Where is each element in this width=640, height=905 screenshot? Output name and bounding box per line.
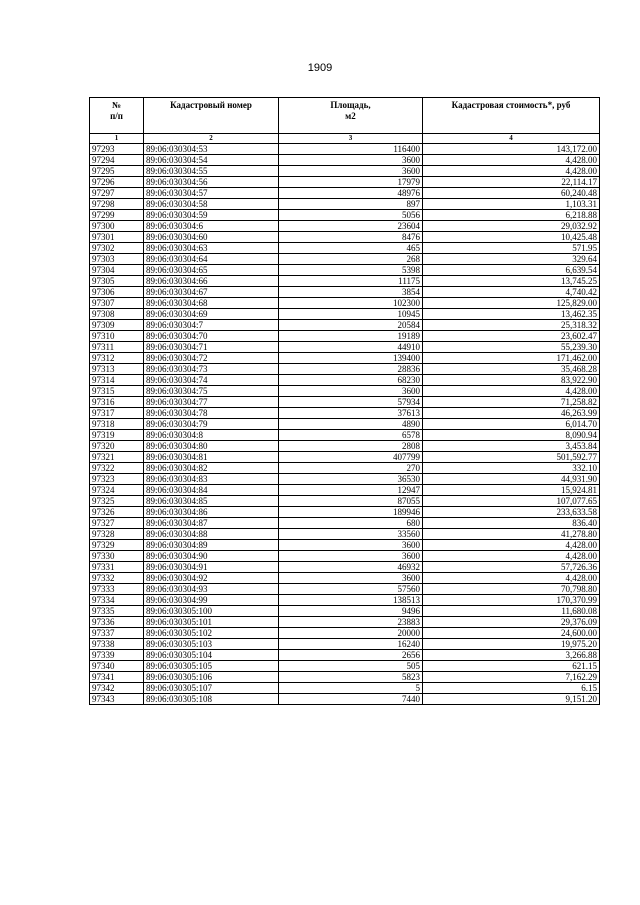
table-row bbox=[90, 298, 600, 309]
table-row bbox=[90, 243, 600, 254]
area-cell: 268 bbox=[279, 254, 423, 265]
cadastral-number-cell: 89:06:030304:82 bbox=[144, 463, 279, 474]
cadastral-number-cell: 89:06:030304:71 bbox=[144, 342, 279, 353]
cadastral-number-cell: 89:06:030304:70 bbox=[144, 331, 279, 342]
row-number-cell: 97336 bbox=[90, 617, 144, 628]
table-row bbox=[90, 386, 600, 397]
value-cell: 7,162.29 bbox=[423, 672, 600, 683]
cadastral-number-cell: 89:06:030304:59 bbox=[144, 210, 279, 221]
area-cell: 44910 bbox=[279, 342, 423, 353]
value-cell: 4,428.00 bbox=[423, 386, 600, 397]
table-row bbox=[90, 518, 600, 529]
table-row bbox=[90, 309, 600, 320]
area-cell: 10945 bbox=[279, 309, 423, 320]
cadastral-number-cell: 89:06:030304:81 bbox=[144, 452, 279, 463]
cadastral-number-cell: 89:06:030304:77 bbox=[144, 397, 279, 408]
table-row bbox=[90, 408, 600, 419]
table-row bbox=[90, 364, 600, 375]
table-row bbox=[90, 529, 600, 540]
value-cell: 22,114.17 bbox=[423, 177, 600, 188]
row-number-cell: 97318 bbox=[90, 419, 144, 430]
row-number-cell: 97326 bbox=[90, 507, 144, 518]
cadastral-number-cell: 89:06:030304:86 bbox=[144, 507, 279, 518]
value-cell: 4,428.00 bbox=[423, 573, 600, 584]
table-row bbox=[90, 188, 600, 199]
cadastral-number-cell: 89:06:030304:91 bbox=[144, 562, 279, 573]
table-row bbox=[90, 210, 600, 221]
area-cell: 8476 bbox=[279, 232, 423, 243]
cadastral-number-cell: 89:06:030304:99 bbox=[144, 595, 279, 606]
area-cell: 3600 bbox=[279, 386, 423, 397]
cadastral-number-cell: 89:06:030305:102 bbox=[144, 628, 279, 639]
area-cell: 57934 bbox=[279, 397, 423, 408]
cadastral-number-cell: 89:06:030304:83 bbox=[144, 474, 279, 485]
cadastral-number-cell: 89:06:030304:89 bbox=[144, 540, 279, 551]
column-number: 2 bbox=[144, 134, 279, 144]
area-cell: 189946 bbox=[279, 507, 423, 518]
row-number-cell: 97315 bbox=[90, 386, 144, 397]
value-cell: 83,922.90 bbox=[423, 375, 600, 386]
row-number-cell: 97299 bbox=[90, 210, 144, 221]
cadastral-number-cell: 89:06:030304:85 bbox=[144, 496, 279, 507]
table-row bbox=[90, 617, 600, 628]
area-cell: 23883 bbox=[279, 617, 423, 628]
row-number-cell: 97327 bbox=[90, 518, 144, 529]
value-cell: 46,263.99 bbox=[423, 408, 600, 419]
row-number-cell: 97313 bbox=[90, 364, 144, 375]
cadastral-number-cell: 89:06:030304:92 bbox=[144, 573, 279, 584]
row-number-cell: 97301 bbox=[90, 232, 144, 243]
table-row bbox=[90, 463, 600, 474]
cadastral-number-cell: 89:06:030304:90 bbox=[144, 551, 279, 562]
area-cell: 3854 bbox=[279, 287, 423, 298]
value-cell: 70,798.80 bbox=[423, 584, 600, 595]
area-cell: 4890 bbox=[279, 419, 423, 430]
row-number-cell: 97307 bbox=[90, 298, 144, 309]
area-cell: 20584 bbox=[279, 320, 423, 331]
value-cell: 4,740.42 bbox=[423, 287, 600, 298]
column-number: 1 bbox=[90, 134, 144, 144]
cadastral-number-cell: 89:06:030305:105 bbox=[144, 661, 279, 672]
row-number-cell: 97293 bbox=[90, 144, 144, 155]
area-cell: 3600 bbox=[279, 155, 423, 166]
header-area-unit: м2 bbox=[345, 111, 356, 121]
value-cell: 329.64 bbox=[423, 254, 600, 265]
area-cell: 5 bbox=[279, 683, 423, 694]
row-number-cell: 97329 bbox=[90, 540, 144, 551]
value-cell: 25,318.32 bbox=[423, 320, 600, 331]
table-row bbox=[90, 562, 600, 573]
value-cell: 15,924.81 bbox=[423, 485, 600, 496]
table-row bbox=[90, 672, 600, 683]
area-cell: 505 bbox=[279, 661, 423, 672]
value-cell: 13,462.35 bbox=[423, 309, 600, 320]
value-cell: 3,266.88 bbox=[423, 650, 600, 661]
header-row-number bbox=[90, 98, 144, 134]
area-cell: 270 bbox=[279, 463, 423, 474]
row-number-cell: 97297 bbox=[90, 188, 144, 199]
value-cell: 621.15 bbox=[423, 661, 600, 672]
table-row bbox=[90, 265, 600, 276]
table-row bbox=[90, 507, 600, 518]
area-cell: 57560 bbox=[279, 584, 423, 595]
row-number-cell: 97330 bbox=[90, 551, 144, 562]
cadastral-number-cell: 89:06:030304:78 bbox=[144, 408, 279, 419]
area-cell: 3600 bbox=[279, 573, 423, 584]
cadastral-number-cell: 89:06:030305:101 bbox=[144, 617, 279, 628]
table-row bbox=[90, 276, 600, 287]
area-cell: 11175 bbox=[279, 276, 423, 287]
row-number-cell: 97340 bbox=[90, 661, 144, 672]
table-row bbox=[90, 474, 600, 485]
cadastral-number-cell: 89:06:030304:7 bbox=[144, 320, 279, 331]
table-row bbox=[90, 551, 600, 562]
area-cell: 68230 bbox=[279, 375, 423, 386]
value-cell: 4,428.00 bbox=[423, 166, 600, 177]
area-cell: 48976 bbox=[279, 188, 423, 199]
row-number-cell: 97302 bbox=[90, 243, 144, 254]
row-number-cell: 97321 bbox=[90, 452, 144, 463]
area-cell: 2808 bbox=[279, 441, 423, 452]
row-number-cell: 97332 bbox=[90, 573, 144, 584]
value-cell: 4,428.00 bbox=[423, 155, 600, 166]
cadastral-number-cell: 89:06:030305:100 bbox=[144, 606, 279, 617]
cadastral-number-cell: 89:06:030304:53 bbox=[144, 144, 279, 155]
row-number-cell: 97300 bbox=[90, 221, 144, 232]
table-row bbox=[90, 496, 600, 507]
area-cell: 36530 bbox=[279, 474, 423, 485]
value-cell: 60,240.48 bbox=[423, 188, 600, 199]
row-number-cell: 97306 bbox=[90, 287, 144, 298]
cadastral-number-cell: 89:06:030304:6 bbox=[144, 221, 279, 232]
table-row bbox=[90, 254, 600, 265]
table-header-row bbox=[90, 98, 600, 134]
table-row bbox=[90, 452, 600, 463]
area-cell: 6578 bbox=[279, 430, 423, 441]
area-cell: 465 bbox=[279, 243, 423, 254]
cadastral-number-cell: 89:06:030304:57 bbox=[144, 188, 279, 199]
value-cell: 55,239.30 bbox=[423, 342, 600, 353]
row-number-cell: 97316 bbox=[90, 397, 144, 408]
value-cell: 10,425.48 bbox=[423, 232, 600, 243]
page-number: 1909 bbox=[307, 62, 333, 74]
cadastral-number-cell: 89:06:030304:80 bbox=[144, 441, 279, 452]
value-cell: 8,090.94 bbox=[423, 430, 600, 441]
cadastral-number-cell: 89:06:030304:93 bbox=[144, 584, 279, 595]
area-cell: 3600 bbox=[279, 540, 423, 551]
value-cell: 4,428.00 bbox=[423, 551, 600, 562]
cadastral-number-cell: 89:06:030305:107 bbox=[144, 683, 279, 694]
table-row bbox=[90, 628, 600, 639]
area-cell: 17979 bbox=[279, 177, 423, 188]
table-row bbox=[90, 419, 600, 430]
area-cell: 897 bbox=[279, 199, 423, 210]
cadastral-number-cell: 89:06:030304:54 bbox=[144, 155, 279, 166]
cadastral-number-cell: 89:06:030304:72 bbox=[144, 353, 279, 364]
row-number-cell: 97312 bbox=[90, 353, 144, 364]
row-number-cell: 97335 bbox=[90, 606, 144, 617]
value-cell: 19,975.20 bbox=[423, 639, 600, 650]
cadastral-number-cell: 89:06:030304:75 bbox=[144, 386, 279, 397]
cadastral-number-cell: 89:06:030304:58 bbox=[144, 199, 279, 210]
row-number-cell: 97343 bbox=[90, 694, 144, 705]
table-row bbox=[90, 430, 600, 441]
table-row bbox=[90, 287, 600, 298]
row-number-cell: 97304 bbox=[90, 265, 144, 276]
value-cell: 6,218.88 bbox=[423, 210, 600, 221]
value-cell: 6,014.70 bbox=[423, 419, 600, 430]
cadastral-number-cell: 89:06:030304:74 bbox=[144, 375, 279, 386]
value-cell: 170,370.99 bbox=[423, 595, 600, 606]
value-cell: 836.40 bbox=[423, 518, 600, 529]
header-area-label: Площадь, bbox=[330, 100, 371, 110]
table-row bbox=[90, 155, 600, 166]
value-cell: 501,592.77 bbox=[423, 452, 600, 463]
cadastral-number-cell: 89:06:030304:60 bbox=[144, 232, 279, 243]
table-row bbox=[90, 584, 600, 595]
table-row bbox=[90, 320, 600, 331]
cadastral-number-cell: 89:06:030304:79 bbox=[144, 419, 279, 430]
cadastral-number-cell: 89:06:030305:104 bbox=[144, 650, 279, 661]
area-cell: 12947 bbox=[279, 485, 423, 496]
row-number-cell: 97325 bbox=[90, 496, 144, 507]
table-row bbox=[90, 331, 600, 342]
header-cadastral-value: Кадастровая стоимость*, руб bbox=[423, 98, 600, 134]
cadastral-number-cell: 89:06:030304:56 bbox=[144, 177, 279, 188]
cadastral-number-cell: 89:06:030304:84 bbox=[144, 485, 279, 496]
row-number-cell: 97296 bbox=[90, 177, 144, 188]
table-row bbox=[90, 397, 600, 408]
cadastral-number-cell: 89:06:030304:66 bbox=[144, 276, 279, 287]
area-cell: 3600 bbox=[279, 166, 423, 177]
cadastral-number-cell: 89:06:030305:103 bbox=[144, 639, 279, 650]
value-cell: 171,462.00 bbox=[423, 353, 600, 364]
area-cell: 2656 bbox=[279, 650, 423, 661]
row-number-cell: 97342 bbox=[90, 683, 144, 694]
area-cell: 20000 bbox=[279, 628, 423, 639]
column-number: 3 bbox=[279, 134, 423, 144]
value-cell: 35,468.28 bbox=[423, 364, 600, 375]
row-number-cell: 97298 bbox=[90, 199, 144, 210]
cadastral-number-cell: 89:06:030304:67 bbox=[144, 287, 279, 298]
table-row bbox=[90, 177, 600, 188]
row-number-cell: 97341 bbox=[90, 672, 144, 683]
table-row bbox=[90, 232, 600, 243]
area-cell: 139400 bbox=[279, 353, 423, 364]
row-number-cell: 97338 bbox=[90, 639, 144, 650]
table-row bbox=[90, 573, 600, 584]
value-cell: 332.10 bbox=[423, 463, 600, 474]
area-cell: 37613 bbox=[279, 408, 423, 419]
table-row bbox=[90, 342, 600, 353]
value-cell: 71,258.82 bbox=[423, 397, 600, 408]
area-cell: 116400 bbox=[279, 144, 423, 155]
header-pp: п/п bbox=[110, 111, 123, 121]
cadastral-number-cell: 89:06:030304:65 bbox=[144, 265, 279, 276]
row-number-cell: 97323 bbox=[90, 474, 144, 485]
row-number-cell: 97295 bbox=[90, 166, 144, 177]
area-cell: 5056 bbox=[279, 210, 423, 221]
value-cell: 24,600.00 bbox=[423, 628, 600, 639]
area-cell: 7440 bbox=[279, 694, 423, 705]
value-cell: 571.95 bbox=[423, 243, 600, 254]
cadastral-number-cell: 89:06:030304:8 bbox=[144, 430, 279, 441]
area-cell: 407799 bbox=[279, 452, 423, 463]
area-cell: 5823 bbox=[279, 672, 423, 683]
table-row bbox=[90, 353, 600, 364]
value-cell: 13,745.25 bbox=[423, 276, 600, 287]
column-number-row bbox=[90, 134, 600, 144]
cadastral-number-cell: 89:06:030305:108 bbox=[144, 694, 279, 705]
area-cell: 3600 bbox=[279, 551, 423, 562]
value-cell: 6,639.54 bbox=[423, 265, 600, 276]
table-row bbox=[90, 595, 600, 606]
row-number-cell: 97334 bbox=[90, 595, 144, 606]
value-cell: 107,077.65 bbox=[423, 496, 600, 507]
table-row bbox=[90, 221, 600, 232]
table-row bbox=[90, 650, 600, 661]
row-number-cell: 97319 bbox=[90, 430, 144, 441]
area-cell: 23604 bbox=[279, 221, 423, 232]
table-row bbox=[90, 639, 600, 650]
value-cell: 3,453.84 bbox=[423, 441, 600, 452]
header-number-sign: № bbox=[111, 100, 122, 110]
cadastral-table bbox=[89, 97, 600, 705]
value-cell: 125,829.00 bbox=[423, 298, 600, 309]
table-row bbox=[90, 661, 600, 672]
table-row bbox=[90, 694, 600, 705]
row-number-cell: 97324 bbox=[90, 485, 144, 496]
row-number-cell: 97317 bbox=[90, 408, 144, 419]
value-cell: 6.15 bbox=[423, 683, 600, 694]
cadastral-number-cell: 89:06:030305:106 bbox=[144, 672, 279, 683]
row-number-cell: 97305 bbox=[90, 276, 144, 287]
value-cell: 57,726.36 bbox=[423, 562, 600, 573]
table-body bbox=[90, 144, 600, 705]
row-number-cell: 97322 bbox=[90, 463, 144, 474]
row-number-cell: 97309 bbox=[90, 320, 144, 331]
table-row bbox=[90, 540, 600, 551]
value-cell: 41,278.80 bbox=[423, 529, 600, 540]
value-cell: 23,602.47 bbox=[423, 331, 600, 342]
value-cell: 29,032.92 bbox=[423, 221, 600, 232]
cadastral-number-cell: 89:06:030304:63 bbox=[144, 243, 279, 254]
table-row bbox=[90, 606, 600, 617]
column-number: 4 bbox=[423, 134, 600, 144]
value-cell: 4,428.00 bbox=[423, 540, 600, 551]
area-cell: 33560 bbox=[279, 529, 423, 540]
area-cell: 5398 bbox=[279, 265, 423, 276]
row-number-cell: 97310 bbox=[90, 331, 144, 342]
table-row bbox=[90, 375, 600, 386]
header-cadastral-number: Кадастровый номер bbox=[144, 98, 279, 134]
area-cell: 9496 bbox=[279, 606, 423, 617]
row-number-cell: 97337 bbox=[90, 628, 144, 639]
value-cell: 29,376.09 bbox=[423, 617, 600, 628]
area-cell: 138513 bbox=[279, 595, 423, 606]
area-cell: 680 bbox=[279, 518, 423, 529]
value-cell: 1,103.31 bbox=[423, 199, 600, 210]
row-number-cell: 97294 bbox=[90, 155, 144, 166]
row-number-cell: 97328 bbox=[90, 529, 144, 540]
row-number-cell: 97320 bbox=[90, 441, 144, 452]
cadastral-number-cell: 89:06:030304:64 bbox=[144, 254, 279, 265]
area-cell: 16240 bbox=[279, 639, 423, 650]
value-cell: 233,633.58 bbox=[423, 507, 600, 518]
row-number-cell: 97331 bbox=[90, 562, 144, 573]
cadastral-number-cell: 89:06:030304:87 bbox=[144, 518, 279, 529]
cadastral-number-cell: 89:06:030304:73 bbox=[144, 364, 279, 375]
table-row bbox=[90, 485, 600, 496]
value-cell: 44,931.90 bbox=[423, 474, 600, 485]
row-number-cell: 97333 bbox=[90, 584, 144, 595]
row-number-cell: 97303 bbox=[90, 254, 144, 265]
cadastral-number-cell: 89:06:030304:69 bbox=[144, 309, 279, 320]
table-row bbox=[90, 441, 600, 452]
row-number-cell: 97339 bbox=[90, 650, 144, 661]
cadastral-number-cell: 89:06:030304:88 bbox=[144, 529, 279, 540]
area-cell: 19189 bbox=[279, 331, 423, 342]
area-cell: 87055 bbox=[279, 496, 423, 507]
value-cell: 9,151.20 bbox=[423, 694, 600, 705]
row-number-cell: 97308 bbox=[90, 309, 144, 320]
table-row bbox=[90, 144, 600, 155]
value-cell: 143,172.00 bbox=[423, 144, 600, 155]
cadastral-number-cell: 89:06:030304:68 bbox=[144, 298, 279, 309]
table-row bbox=[90, 199, 600, 210]
row-number-cell: 97314 bbox=[90, 375, 144, 386]
table-row bbox=[90, 683, 600, 694]
value-cell: 11,680.08 bbox=[423, 606, 600, 617]
header-area bbox=[279, 98, 423, 134]
table-row bbox=[90, 166, 600, 177]
row-number-cell: 97311 bbox=[90, 342, 144, 353]
area-cell: 102300 bbox=[279, 298, 423, 309]
area-cell: 46932 bbox=[279, 562, 423, 573]
cadastral-number-cell: 89:06:030304:55 bbox=[144, 166, 279, 177]
area-cell: 28836 bbox=[279, 364, 423, 375]
